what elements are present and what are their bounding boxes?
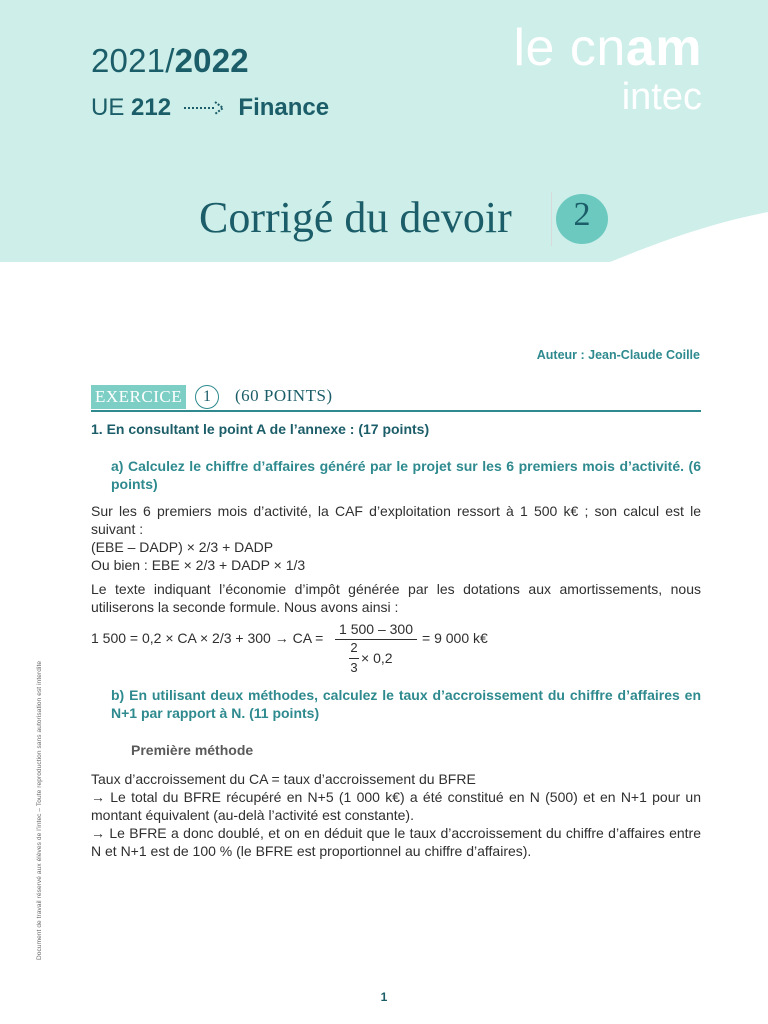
mini-fraction-bar [349,658,359,659]
revenue-formula [91,620,651,680]
year-end: 2022 [174,42,249,79]
answer-1b-paragraph [91,770,701,860]
exercise-points: (60 POINTS) [235,386,333,405]
formula-fraction [335,620,417,641]
badge-divider [551,192,552,246]
formula-lhs: 1 500 = 0,2 × CA × 2/3 + 300 → CA = [91,630,324,646]
logo-text-light: le cn [513,19,626,77]
question-1b-heading: b) En utilisant deux méthodes, calculez le taux d’accroissement du chiffre d’affaires en N+1 par rapport à N. (11 points) [111,687,701,721]
answer-1a-paragraph [91,502,701,574]
exercise-number: 1 [195,385,219,409]
answer-line: Sur les 6 premiers mois d’activité, la CAF d’exploitation ressort à 1 500 k€ ; son calcul est le suivant : [91,503,701,537]
badge-number: 2 [573,196,591,233]
exercise-label: EXERCICE [91,385,186,409]
author-line: Auteur : Jean-Claude Coille [536,348,700,362]
ue-prefix: UE [91,94,132,121]
course-unit [91,94,329,123]
formula-line: (EBE – DADP) × 2/3 + DADP [91,539,274,555]
year-start: 2021/ [91,42,175,79]
dotted-arrow-icon [182,95,228,123]
logo-text-bold: am [625,19,702,77]
answer-line: → Le BFRE a donc doublé, et on en déduit que le taux d’accroissement du chiffre d’affaires entre N et N+1 est de 100 % (le BFRE est proportionnel au chiffre d’affaires). [91,825,701,859]
title-number-badge [551,192,611,248]
exercise-rule [91,410,701,412]
method-title: Première méthode [131,742,254,758]
page-number: 1 [380,990,388,1004]
fraction-denominator [348,640,404,680]
cnam-logo [513,19,703,77]
question-1-heading: 1. En consultant le point A de l’annexe : (17 points) [91,421,430,437]
question-1a-heading: a) Calculez le chiffre d’affaires généré par le projet sur les 6 premiers mois d’activité. (6 points) [111,458,701,492]
ue-subject: Finance [238,94,330,121]
denominator-factor: × 0,2 [361,650,393,666]
mini-fraction-denominator: 3 [350,660,358,675]
answer-line: Taux d’accroissement du CA = taux d’accroissement du BFRE [91,771,476,787]
exercise-header [91,385,701,413]
ue-number: 212 [131,94,172,121]
page-title: Corrigé du devoir [199,193,512,242]
formula-result: = 9 000 k€ [422,630,488,646]
copyright-side-note: Document de travail réservé aux élèves de l’intec – Toute reproduction sans autorisation est interdite [36,660,43,960]
answer-1a-paragraph-2: Le texte indiquant l’économie d’impôt générée par les dotations aux amortissements, nous utiliserons la seconde formule. Nous avons ainsi : [91,581,701,615]
answer-line: → Le total du BFRE récupéré en N+5 (1 000 k€) a été constitué en N (500) et en N+1 pour un montant équivalent (au-delà l’activité est constante). [91,789,701,823]
fraction-numerator: 1 500 – 300 [339,621,413,637]
academic-year [91,42,249,80]
intec-logo: intec [621,76,702,118]
mini-fraction-numerator: 2 [350,640,358,655]
formula-line: Ou bien : EBE × 2/3 + DADP × 1/3 [91,557,306,573]
